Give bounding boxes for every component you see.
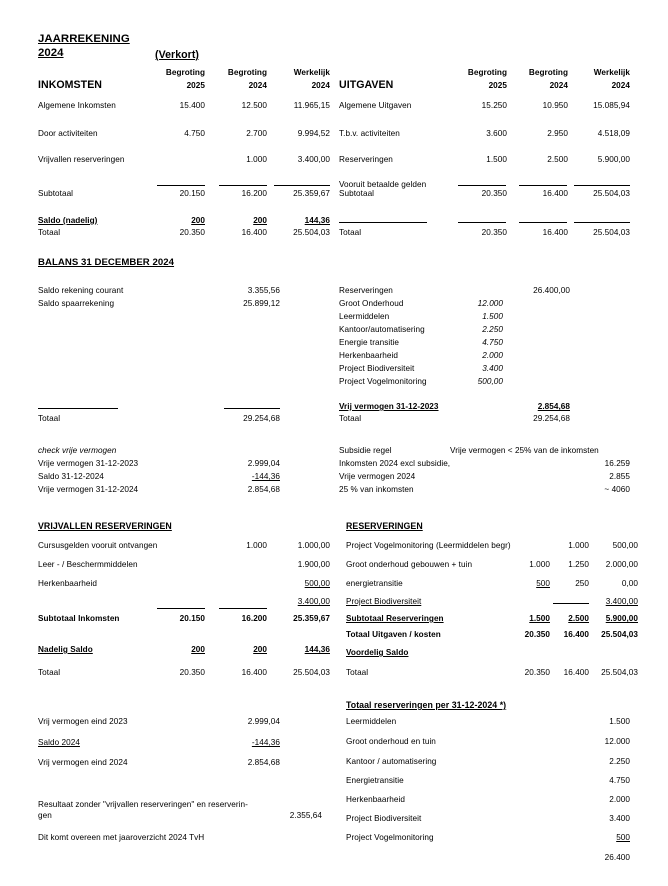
totaal-reserveringen-heading: Totaal reserveringen per 31-12-2024 *): [346, 700, 507, 710]
vrijvallen-total-c3: 25.504,03: [293, 668, 330, 677]
vrijvallen-subtotal-rule-c1: [157, 608, 205, 609]
balans-liability-detail-value: 500,00: [477, 377, 503, 386]
balans-asset-value: 25.899,12: [243, 299, 280, 308]
balans-assets-total-value: 29.254,68: [243, 414, 280, 423]
income-col3-header-line1: Werkelijk: [293, 68, 330, 77]
reserveringen-subtotal-c1: 1.500: [529, 614, 550, 623]
income-row-c2: 2.700: [246, 129, 267, 138]
expense-row-label: Reserveringen: [339, 155, 393, 164]
totaal-reserveringen-row-label: Kantoor / automatisering: [346, 757, 437, 766]
balans-liability-detail-label: Herkenbaarheid: [339, 351, 398, 360]
expense-subtotal-label: Subtotaal: [339, 189, 375, 198]
expense-heading: UITGAVEN: [339, 79, 394, 91]
reserveringen-row-c2: 1.250: [568, 560, 589, 569]
balans-liability-detail-value: 2.250: [482, 325, 503, 334]
reserveringen-total-c3: 25.504,03: [601, 668, 638, 677]
reserveringen-row-c1: 1.000: [529, 560, 550, 569]
income-row-label: Vrijvallen reserveringen: [38, 155, 125, 164]
check-row-value: -144,36: [251, 472, 280, 481]
expense-col3-header-line1: Werkelijk: [593, 68, 630, 77]
totaal-reserveringen-row-label: Groot onderhoud en tuin: [346, 737, 436, 746]
expense-total-c2: 16.400: [542, 228, 568, 237]
reserveringen-row-label: energietransitie: [346, 579, 403, 588]
balans-heading: BALANS 31 DECEMBER 2024: [38, 257, 175, 268]
income-col2-header-line2: 2024: [248, 81, 267, 90]
income-total-c1: 20.350: [179, 228, 205, 237]
expense-total-c3: 25.504,03: [593, 228, 630, 237]
bottom-left-row-label: Vrij vermogen eind 2023: [38, 717, 128, 726]
income-saldo-c1: 200: [191, 216, 205, 225]
reserveringen-row-label: Groot onderhoud gebouwen + tuin: [346, 560, 473, 569]
vrijvallen-nadelig-c1: 200: [191, 645, 205, 654]
expense-col1-header-line1: Begroting: [467, 68, 507, 77]
balans-liability-detail-value: 2.000: [482, 351, 503, 360]
expense-subtotal-c1: 20.350: [481, 189, 507, 198]
totaal-reserveringen-row-label: Herkenbaarheid: [346, 795, 405, 804]
income-col1-header-line2: 2025: [186, 81, 205, 90]
balans-liability-detail-label: Energie transitie: [339, 338, 400, 347]
balans-liability-detail-label: Groot Onderhoud: [339, 299, 404, 308]
balans-liabilities-total-value: 29.254,68: [533, 414, 570, 423]
totaal-reserveringen-row-label: Project Vogelmonitoring: [346, 833, 434, 842]
vrijvallen-total-c1: 20.350: [179, 668, 205, 677]
vrijvallen-row-c2: 1.000: [246, 541, 267, 550]
balans-assets-total-label: Totaal: [38, 414, 61, 423]
reserveringen-total-costs-c2: 16.400: [563, 630, 589, 639]
income-total-label: Totaal: [38, 228, 61, 237]
income-row-c3: 9.994,52: [297, 129, 330, 138]
totaal-reserveringen-row-label: Energietransitie: [346, 776, 404, 785]
reserveringen-total-label: Totaal: [346, 668, 369, 677]
reserveringen-total-costs-c3: 25.504,03: [601, 630, 638, 639]
balans-liability-main-value: 26.400,00: [533, 286, 570, 295]
page-subtitle: (Verkort): [155, 49, 200, 61]
expense-subtotal-rule-c3: [574, 185, 630, 186]
expense-prepaid-label: Vooruit betaalde gelden: [339, 180, 427, 189]
balans-liabilities-total-label: Totaal: [339, 414, 362, 423]
bottom-left-note: Dit komt overeen met jaaroverzicht 2024 TvH: [38, 833, 205, 842]
income-col3-header-line2: 2024: [311, 81, 330, 90]
vrijvallen-subtotal-label: Subtotaal Inkomsten: [38, 614, 120, 623]
vrijvallen-row-c3: 500,00: [304, 579, 330, 588]
reserveringen-voordelig-label: Voordelig Saldo: [346, 648, 409, 657]
balans-liability-detail-label: Kantoor/automatisering: [339, 325, 425, 334]
bottom-left-result-value: 2.355,64: [289, 811, 322, 820]
income-subtotal-c3: 25.359,67: [293, 189, 330, 198]
income-row-c2: 12.500: [241, 101, 267, 110]
totaal-reserveringen-total: 26.400: [604, 853, 630, 862]
income-col2-header-line1: Begroting: [227, 68, 267, 77]
balans-liability-detail-label: Project Biodiversiteit: [339, 364, 415, 373]
vrijvallen-subtotal-c2: 16.200: [241, 614, 267, 623]
reserveringen-row-c3: 3.400,00: [605, 597, 638, 606]
income-subtotal-rule-c3: [274, 185, 330, 186]
balans-liability-detail-label: Project Vogelmonitoring: [339, 377, 427, 386]
reserveringen-row-label: Project Biodiversiteit: [346, 597, 422, 606]
income-subtotal-label: Subtotaal: [38, 189, 74, 198]
reserveringen-total-c2: 16.400: [563, 668, 589, 677]
reserveringen-row-c3: 2.000,00: [605, 560, 638, 569]
reserveringen-total-costs-label: Totaal Uitgaven / kosten: [346, 630, 441, 639]
vrijvallen-row-c3: 1.900,00: [297, 560, 330, 569]
totaal-reserveringen-row-value: 1.500: [609, 717, 630, 726]
check-row-label: Vrije vermogen 31-12-2024: [38, 485, 139, 494]
balans-liability-detail-value: 3.400: [482, 364, 503, 373]
totaal-reserveringen-row-label: Leermiddelen: [346, 717, 397, 726]
income-row-label: Door activiteiten: [38, 129, 98, 138]
reserveringen-subtotal-c3: 5.900,00: [605, 614, 638, 623]
vrijvallen-nadelig-c3: 144,36: [304, 645, 330, 654]
check-row-value: 2.999,04: [247, 459, 280, 468]
balans-free-capital-value: 2.854,68: [537, 402, 570, 411]
reserveringen-row-c3: 0,00: [621, 579, 638, 588]
income-subtotal-c1: 20.150: [179, 189, 205, 198]
balans-liability-detail-value: 1.500: [482, 312, 503, 321]
expense-row-c3: 5.900,00: [597, 155, 630, 164]
totaal-reserveringen-row-value: 12.000: [604, 737, 630, 746]
income-subtotal-rule-c2: [219, 185, 267, 186]
subsidie-row-value: 2.855: [609, 472, 630, 481]
check-row-value: 2.854,68: [247, 485, 280, 494]
expense-row-c2: 2.950: [547, 129, 568, 138]
vrijvallen-sum-c3: 3.400,00: [297, 597, 330, 606]
balans-liability-main-label: Reserveringen: [339, 286, 393, 295]
reserveringen-total-costs-c1: 20.350: [524, 630, 550, 639]
subsidie-rule-text: Vrije vermogen < 25% van de inkomsten: [450, 446, 599, 455]
bottom-left-row-label: Vrij vermogen eind 2024: [38, 758, 128, 767]
check-row-label: Vrije vermogen 31-12-2023: [38, 459, 139, 468]
income-col1-header-line1: Begroting: [165, 68, 205, 77]
expense-subtotal-c2: 16.400: [542, 189, 568, 198]
expense-total-label: Totaal: [339, 228, 362, 237]
reserveringen-subtotal-c2: 2.500: [568, 614, 589, 623]
totaal-reserveringen-row-value: 2.000: [609, 795, 630, 804]
reserveringen-subtotal-label: Subtotaal Reserveringen: [346, 614, 444, 623]
expense-total-c1: 20.350: [481, 228, 507, 237]
income-total-c2: 16.400: [241, 228, 267, 237]
expense-row-label: Algemene Uitgaven: [339, 101, 412, 110]
vrijvallen-subtotal-c3: 25.359,67: [293, 614, 330, 623]
balans-asset-value: 3.355,56: [247, 286, 280, 295]
expense-row-c3: 4.518,09: [597, 129, 630, 138]
bottom-left-row-value: -144,36: [251, 738, 280, 747]
income-heading: INKOMSTEN: [38, 79, 103, 91]
bottom-left-result-label-line2: gen: [38, 811, 52, 820]
reserveringen-rule-c2: [553, 603, 589, 604]
balans-asset-label: Saldo rekening courant: [38, 286, 124, 295]
page-title: JAARREKENING: [38, 33, 130, 45]
expense-row-c3: 15.085,94: [593, 101, 630, 110]
vrijvallen-total-label: Totaal: [38, 668, 61, 677]
subsidie-row-label: Inkomsten 2024 excl subsidie,: [339, 459, 451, 468]
expense-row-c1: 1.500: [486, 155, 507, 164]
vrijvallen-row-c3: 1.000,00: [297, 541, 330, 550]
income-row-c3: 11.965,15: [293, 101, 330, 110]
expense-subtotal-c3: 25.504,03: [593, 189, 630, 198]
vrijvallen-heading: VRIJVALLEN RESERVERINGEN: [38, 521, 172, 531]
vrijvallen-row-label: Herkenbaarheid: [38, 579, 97, 588]
reserveringen-row-c1: 500: [536, 579, 550, 588]
bottom-left-row-value: 2.854,68: [247, 758, 280, 767]
balans-assets-total-rule-label: [38, 408, 118, 409]
expense-col2-header-line1: Begroting: [528, 68, 568, 77]
income-row-c2: 1.000: [246, 155, 267, 164]
reserveringen-row-c3: 500,00: [612, 541, 638, 550]
income-saldo-c3: 144,36: [304, 216, 330, 225]
expense-row-c1: 15.250: [481, 101, 507, 110]
balans-assets-total-rule: [224, 408, 280, 409]
expense-row-label: T.b.v. activiteiten: [339, 129, 400, 138]
income-saldo-c2: 200: [253, 216, 267, 225]
balans-free-capital-label: Vrij vermogen 31-12-2023: [339, 402, 439, 411]
expense-col3-header-line2: 2024: [611, 81, 630, 90]
expense-total-rule-c2: [519, 222, 567, 223]
reserveringen-heading: RESERVERINGEN: [346, 521, 423, 531]
expense-col2-header-line2: 2024: [549, 81, 568, 90]
expense-subtotal-rule-c1: [458, 185, 506, 186]
balans-liability-detail-value: 4.750: [482, 338, 503, 347]
page-title-year: 2024: [38, 47, 64, 59]
totaal-reserveringen-row-value: 2.250: [609, 757, 630, 766]
income-row-c1: 4.750: [184, 129, 205, 138]
reserveringen-row-label: Project Vogelmonitoring (Leermiddelen begr): [346, 541, 511, 550]
subsidie-row-value: 16.259: [604, 459, 630, 468]
expense-row-c1: 3.600: [486, 129, 507, 138]
bottom-left-row-label: Saldo 2024: [38, 738, 80, 747]
balans-liability-detail-label: Leermiddelen: [339, 312, 390, 321]
expense-col1-header-line2: 2025: [488, 81, 507, 90]
bottom-left-result-label-line1: Resultaat zonder "vrijvallen reserveringen" en reserverin-: [38, 800, 248, 809]
vrijvallen-nadelig-label: Nadelig Saldo: [38, 645, 93, 654]
income-total-c3: 25.504,03: [293, 228, 330, 237]
balans-liability-detail-value: 12.000: [477, 299, 503, 308]
vrijvallen-total-c2: 16.400: [241, 668, 267, 677]
income-saldo-label: Saldo (nadelig): [38, 216, 98, 225]
vrijvallen-nadelig-c2: 200: [253, 645, 267, 654]
expense-total-rule-c1: [458, 222, 506, 223]
check-row-label: Saldo 31-12-2024: [38, 472, 104, 481]
reserveringen-row-c2: 1.000: [568, 541, 589, 550]
reserveringen-total-c1: 20.350: [524, 668, 550, 677]
income-row-c1: 15.400: [179, 101, 205, 110]
vrijvallen-subtotal-c1: 20.150: [179, 614, 205, 623]
totaal-reserveringen-row-value: 4.750: [609, 776, 630, 785]
balans-asset-label: Saldo spaarrekening: [38, 299, 115, 308]
totaal-reserveringen-row-label: Project Biodiversiteit: [346, 814, 422, 823]
totaal-reserveringen-row-value: 3.400: [609, 814, 630, 823]
income-row-label: Algemene Inkomsten: [38, 101, 116, 110]
totaal-reserveringen-row-value: 500: [616, 833, 630, 842]
vrijvallen-subtotal-rule-c2: [219, 608, 267, 609]
check-heading: check vrije vermogen: [38, 446, 117, 455]
vrijvallen-row-label: Leer - / Beschermmiddelen: [38, 560, 138, 569]
subsidie-row-label: 25 % van inkomsten: [339, 485, 414, 494]
subsidie-row-label: Vrije vermogen 2024: [339, 472, 416, 481]
bottom-left-row-value: 2.999,04: [247, 717, 280, 726]
vrijvallen-row-label: Cursusgelden vooruit ontvangen: [38, 541, 158, 550]
expense-row-c2: 10.950: [542, 101, 568, 110]
income-subtotal-c2: 16.200: [241, 189, 267, 198]
expense-total-rule-c3: [574, 222, 630, 223]
expense-subtotal-rule-c2: [519, 185, 567, 186]
income-row-c3: 3.400,00: [297, 155, 330, 164]
expense-row-c2: 2.500: [547, 155, 568, 164]
income-subtotal-rule-c1: [157, 185, 205, 186]
reserveringen-row-c2: 250: [575, 579, 589, 588]
expense-total-rule-label: [339, 222, 427, 223]
subsidie-label: Subsidie regel: [339, 446, 392, 455]
subsidie-row-value: ~ 4060: [604, 485, 630, 494]
